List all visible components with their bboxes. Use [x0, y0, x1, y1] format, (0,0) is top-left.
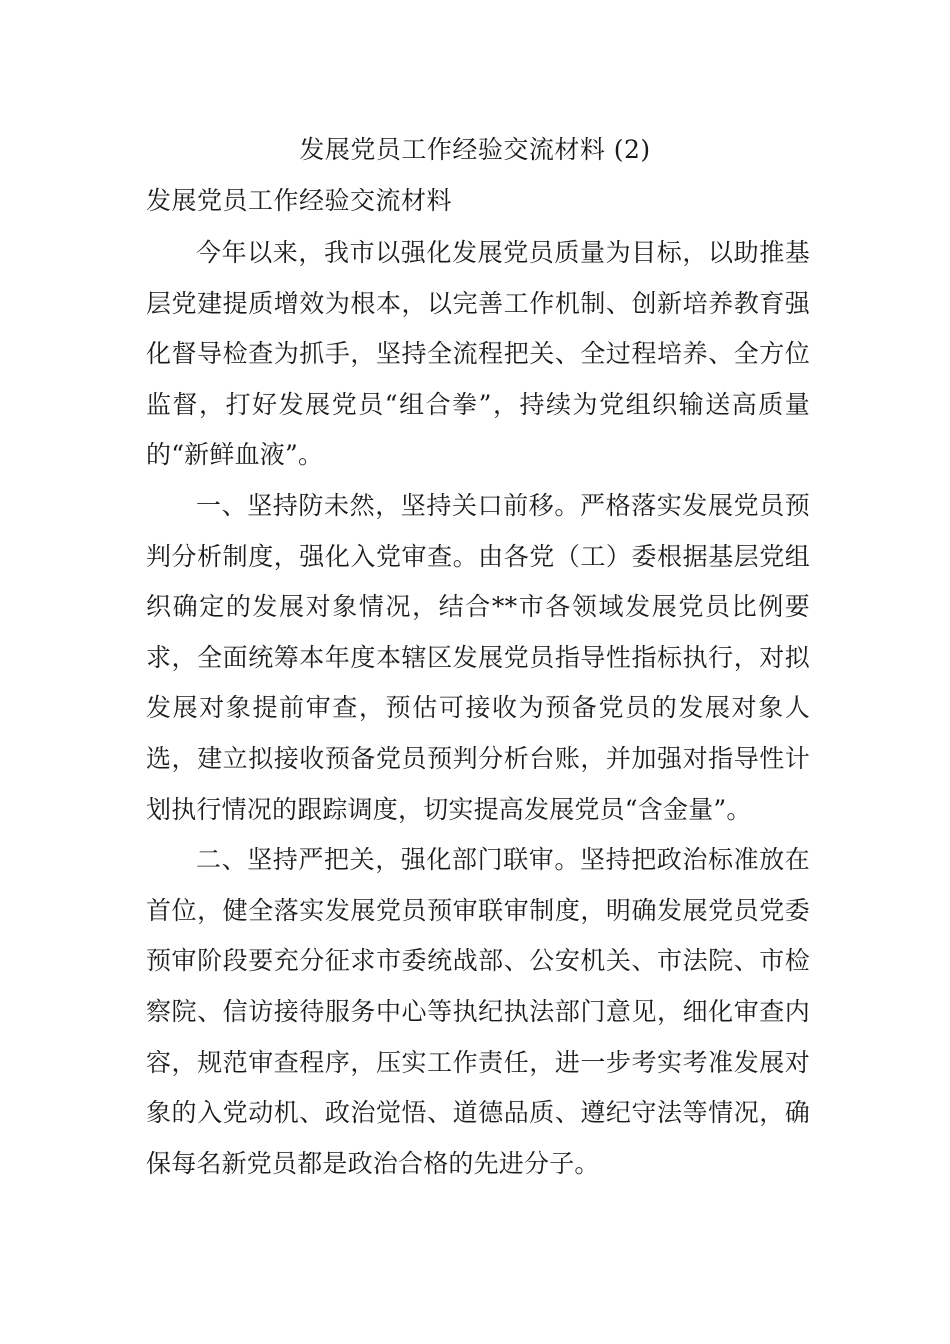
document-title: 发展党员工作经验交流材料 (2)	[299, 135, 651, 164]
document-subtitle: 发展党员工作经验交流材料	[146, 186, 453, 215]
paragraph-section-2: 二、坚持严把关，强化部门联审。坚持把政治标准放在首位，健全落实发展党员预审联审制度，明确发展党员党委预审阶段要充分征求市委统战部、公安机关、市法院、市检察院、信访接待服务中心等执纪执法部门意见，细化审查内容，规范审查程序，压实工作责任，进一步考实考准发展对象的入党动机、政治觉悟、道德品质、遵纪守法等情况，确保每名新党员都是政治合格的先进分子。	[146, 845, 810, 1178]
paragraph-section-1: 一、坚持防未然，坚持关口前移。严格落实发展党员预判分析制度，强化入党审查。由各党（工）委根据基层党组织确定的发展对象情况，结合**市各领域发展党员比例要求，全面统筹本年度本辖区发展党员指导性指标执行，对拟发展对象提前审查，预估可接收为预备党员的发展对象人选，建立拟接收预备党员预判分析台账，并加强对指导性计划执行情况的跟踪调度，切实提高发展党员“含金量”。	[146, 490, 810, 824]
paragraph-intro: 今年以来，我市以强化发展党员质量为目标，以助推基层党建提质增效为根本，以完善工作机制、创新培养教育强化督导检查为抓手，坚持全流程把关、全过程培养、全方位监督，打好发展党员“组合拳”，持续为党组织输送高质量的“新鲜血液”。	[146, 238, 810, 470]
document-body	[146, 228, 810, 1189]
